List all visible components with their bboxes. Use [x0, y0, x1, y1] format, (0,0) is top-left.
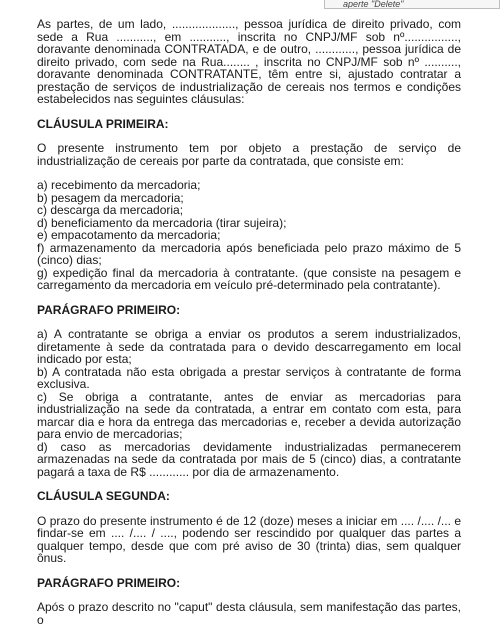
list-item: e) empacotamento da mercadoria;: [37, 228, 221, 242]
corner-hint-tab: aperte "Delete": [324, 0, 500, 9]
list-item: g) expedição final da mercadoria à contratante. (que consiste na pesagem e carregamento da mercadoria em veículo pré-determinado pela contratante).: [37, 265, 461, 292]
list-item: d) beneficiamento da mercadoria (tirar sujeira);: [37, 215, 287, 230]
clausula-segunda-heading: CLÁUSULA SEGUNDA:: [37, 489, 170, 503]
list-item: c) descarga da mercadoria;: [37, 203, 184, 217]
list-item: f) armazenamento da mercadoria após beneficiada pelo prazo máximo de 5 (cinco) dias;: [37, 240, 461, 267]
list-item: a) A contratante se obriga a enviar os produtos a serem industrializados, diretamente à sede da contratada para o devido descarregamento em local indicado por esta;: [37, 327, 461, 366]
clausula-primeira-text: O presente instrumento tem por objeto a prestação de serviço de industrialização de cereais por parte da contratada, que consiste em:: [37, 141, 461, 168]
document-page: [37, 18, 461, 626]
paragrafo-primeiro-2-heading: PARÁGRAFO PRIMEIRO:: [37, 575, 181, 590]
list-item: b) pesagem da mercadoria;: [37, 190, 184, 205]
list-item: a) recebimento da mercadoria;: [37, 178, 201, 192]
paragrafo-primeiro-list: [37, 328, 461, 478]
list-item: c) Se obriga a contratante, antes de enviar as mercadorias para industrialização na sede da contratada, a entrar em contato com esta, para marcar dia e hora da entrega das mercadorias e, receber a devida autorização para envio de mercadorias;: [37, 389, 461, 441]
intro-paragraph: As partes, de um lado, ..................., pessoa jurídica de direito privado, com sede a Rua ..........., em ..........., inscrita no CNPJ/MF sob nº................, doravante denominada CONTRATADA, e de outro, ............, pessoa jurídica de direito privado, com sede na Rua........ , inscrita no CNPJ/MF sob nº .........., doravante denominada CONTRATANTE, têm entre si, ajustado contratar a prestação de serviços de industrialização de cereais nos termos e condições estabelecidos nas seguintes cláusulas:: [37, 17, 461, 106]
clausula-segunda-text: O prazo do presente instrumento é de 12 (doze) meses a iniciar em .... /.... /... e findar-se em .... /.... / ...., podendo ser rescindido por qualquer das partes a qualquer tempo, desde que com pré aviso de 30 (trinta) dias, sem qualquer ônus.: [37, 513, 461, 565]
paragrafo-primeiro-2-text: Após o prazo descrito no "caput" desta cláusula, sem manifestação das partes, o: [37, 600, 461, 627]
clausula-primeira-list: [37, 179, 461, 292]
list-item: d) caso as mercadorias devidamente industrializadas permanecerem armazenadas na sede da contratada por mais de 5 (cinco) dias, a contratante pagará a taxa de R$ ............ por dia de armazenamento.: [37, 439, 461, 479]
list-item: b) A contratada não esta obrigada a prestar serviços à contratante de forma exclusiva.: [37, 364, 461, 391]
clausula-primeira-heading: CLÁUSULA PRIMEIRA:: [37, 116, 169, 131]
paragrafo-primeiro-heading: PARÁGRAFO PRIMEIRO:: [37, 302, 181, 317]
